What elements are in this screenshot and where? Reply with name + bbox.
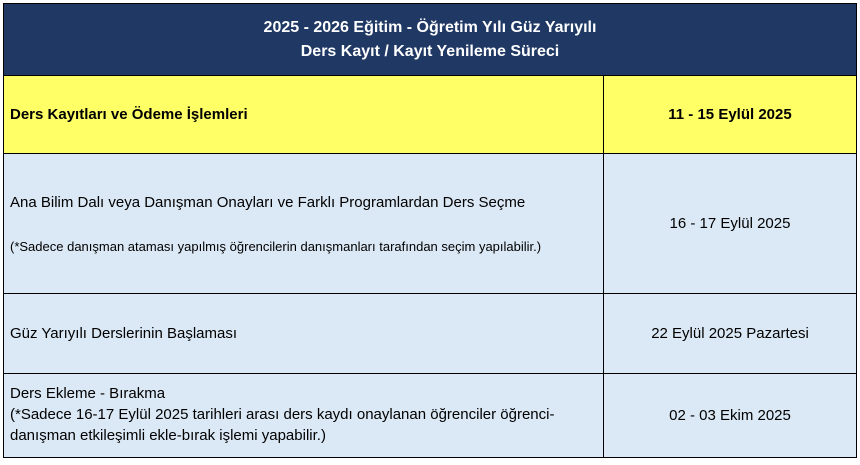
activity-cell — [4, 294, 604, 373]
table-row — [4, 294, 856, 374]
activity-cell — [4, 374, 604, 457]
date-label: 22 Eylül 2025 Pazartesi — [651, 325, 809, 342]
table-row — [4, 374, 856, 457]
table-row — [4, 76, 856, 154]
table-title — [4, 4, 856, 76]
date-label: 11 - 15 Eylül 2025 — [668, 106, 792, 123]
date-cell — [604, 374, 856, 457]
date-cell — [604, 294, 856, 373]
schedule-table — [3, 3, 857, 458]
activity-label: Ana Bilim Dalı veya Danışman Onayları ve Farklı Programlardan Ders Seçme — [10, 194, 526, 211]
activity-note-line-2: danışman etkileşimli ekle-bırak işlemi yapabilir.) — [10, 427, 326, 444]
activity-label: Ders Ekleme - Bırakma — [10, 385, 166, 402]
activity-note-line-1: (*Sadece 16-17 Eylül 2025 tarihleri arası ders kaydı onaylanan öğrenciler öğrenci- — [10, 406, 555, 423]
activity-cell — [4, 76, 604, 153]
date-cell — [604, 76, 856, 153]
activity-cell — [4, 154, 604, 293]
title-line-1: 2025 - 2026 Eğitim - Öğretim Yılı Güz Yarıyılı — [263, 19, 597, 36]
activity-label: Ders Kayıtları ve Ödeme İşlemleri — [10, 106, 248, 123]
activity-note: (*Sadece danışman ataması yapılmış öğrencilerin danışmanları tarafından seçim yapılabilir.) — [10, 239, 542, 254]
activity-label: Güz Yarıyılı Derslerinin Başlaması — [10, 325, 238, 342]
date-cell — [604, 154, 856, 293]
table-row — [4, 154, 856, 294]
date-label: 16 - 17 Eylül 2025 — [669, 215, 791, 232]
title-line-2: Ders Kayıt / Kayıt Yenileme Süreci — [300, 43, 560, 60]
date-label: 02 - 03 Ekim 2025 — [669, 407, 791, 424]
